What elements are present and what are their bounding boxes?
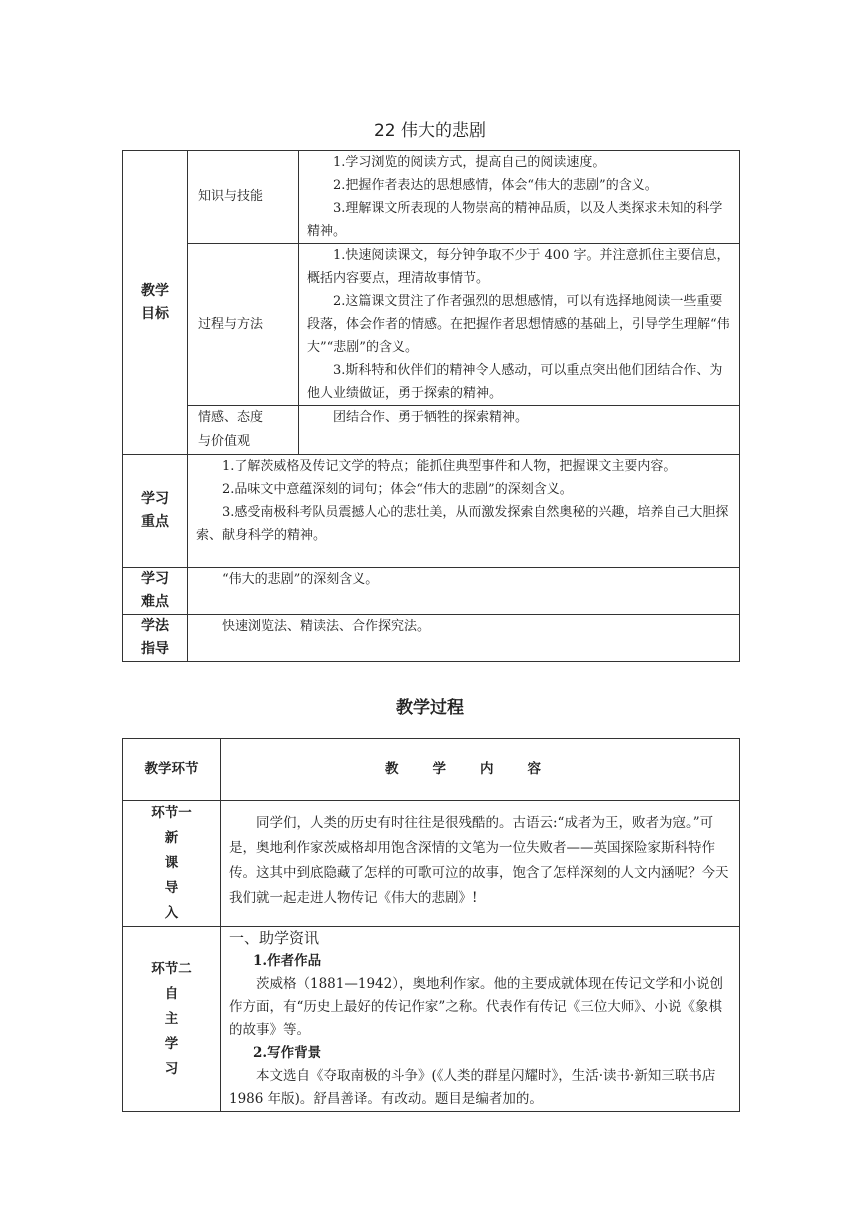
column-header-content: 教学内容	[221, 739, 740, 801]
key-points-content: 1.了解茨威格及传记文学的特点；能抓住典型事件和人物，把握课文主要内容。 2.品味文中意蕴深刻的词句；体会“伟大的悲剧”的深刻含义。 3.感受南极科考队员震撼人心的悲壮美，从而激发探索自然奥秘的兴趣，培养自己大胆探索、献身科学的精神。	[188, 455, 740, 568]
process-label: 过程与方法	[188, 244, 299, 406]
stage2-content: 一、助学资讯 1.作者作品 茨威格（1881—1942），奥地利作家。他的主要成就体现在传记文学和小说创作方面，有“历史上最好的传记作家”之称。代表作有传记《三位大师》、小说《象棋的故事》等。 2.写作背景 本文选自《夺取南极的斗争》(《人类的群星闪耀时》，生活·读书·新知三联书店 1986 年版)。舒昌善译。有改动。题目是编者加的。	[221, 927, 740, 1112]
page-title: 22 伟大的悲剧	[373, 121, 487, 141]
emotion-content: 团结合作、勇于牺牲的探索精神。	[299, 406, 740, 455]
stage1-label: 环节一 新 课 导 入	[123, 801, 221, 927]
process-content: 1.快速阅读课文，每分钟争取不少于 400 字。并注意抓住主要信息，概括内容要点，理清故事情节。 2.这篇课文贯注了作者强烈的思想感情，可以有选择地阅读一些重要段落，体会作者的情感。在把握作者思想情感的基础上，引导学生理解“伟大”“悲剧”的含义。 3.斯科特和伙伴们的精神令人感动，可以重点突出他们团结合作、为他人业绩做证，勇于探索的精神。	[299, 244, 740, 406]
difficulty-content: “伟大的悲剧”的深刻含义。	[188, 568, 740, 615]
difficulty-label: 学习 难点	[123, 568, 188, 615]
stage1-content: 同学们，人类的历史有时往往是很残酷的。古语云:“成者为王，败者为寇。”可是，奥地利作家茨威格却用饱含深情的文笔为一位失败者——英国探险家斯科特作传。这其中到底隐藏了怎样的可歌可泣的故事，饱含了怎样深刻的人文内涵呢？今天我们就一起走进人物传记《伟大的悲剧》!	[221, 801, 740, 927]
method-label: 学法 指导	[123, 615, 188, 662]
sub-heading-background: 2.写作背景	[253, 1045, 322, 1061]
knowledge-label: 知识与技能	[188, 151, 299, 244]
key-points-label: 学习 重点	[123, 455, 188, 568]
objectives-label: 教学 目标	[123, 151, 188, 455]
stage2-label: 环节二 自 主 学 习	[123, 927, 221, 1112]
knowledge-content: 1.学习浏览的阅读方式，提高自己的阅读速度。 2.把握作者表达的思想感情，体会“伟大的悲剧”的含义。 3.理解课文所表现的人物崇高的精神品质，以及人类探求未知的科学精神。	[299, 151, 740, 244]
section-title: 教学过程	[396, 698, 464, 718]
method-content: 快速浏览法、精读法、合作探究法。	[188, 615, 740, 662]
section-heading: 一、助学资讯	[229, 929, 320, 947]
process-table	[122, 738, 740, 1112]
emotion-label: 情感、态度 与价值观	[188, 406, 299, 455]
objectives-table	[122, 150, 740, 662]
sub-heading-author: 1.作者作品	[253, 953, 322, 969]
column-header-stage: 教学环节	[123, 739, 221, 801]
